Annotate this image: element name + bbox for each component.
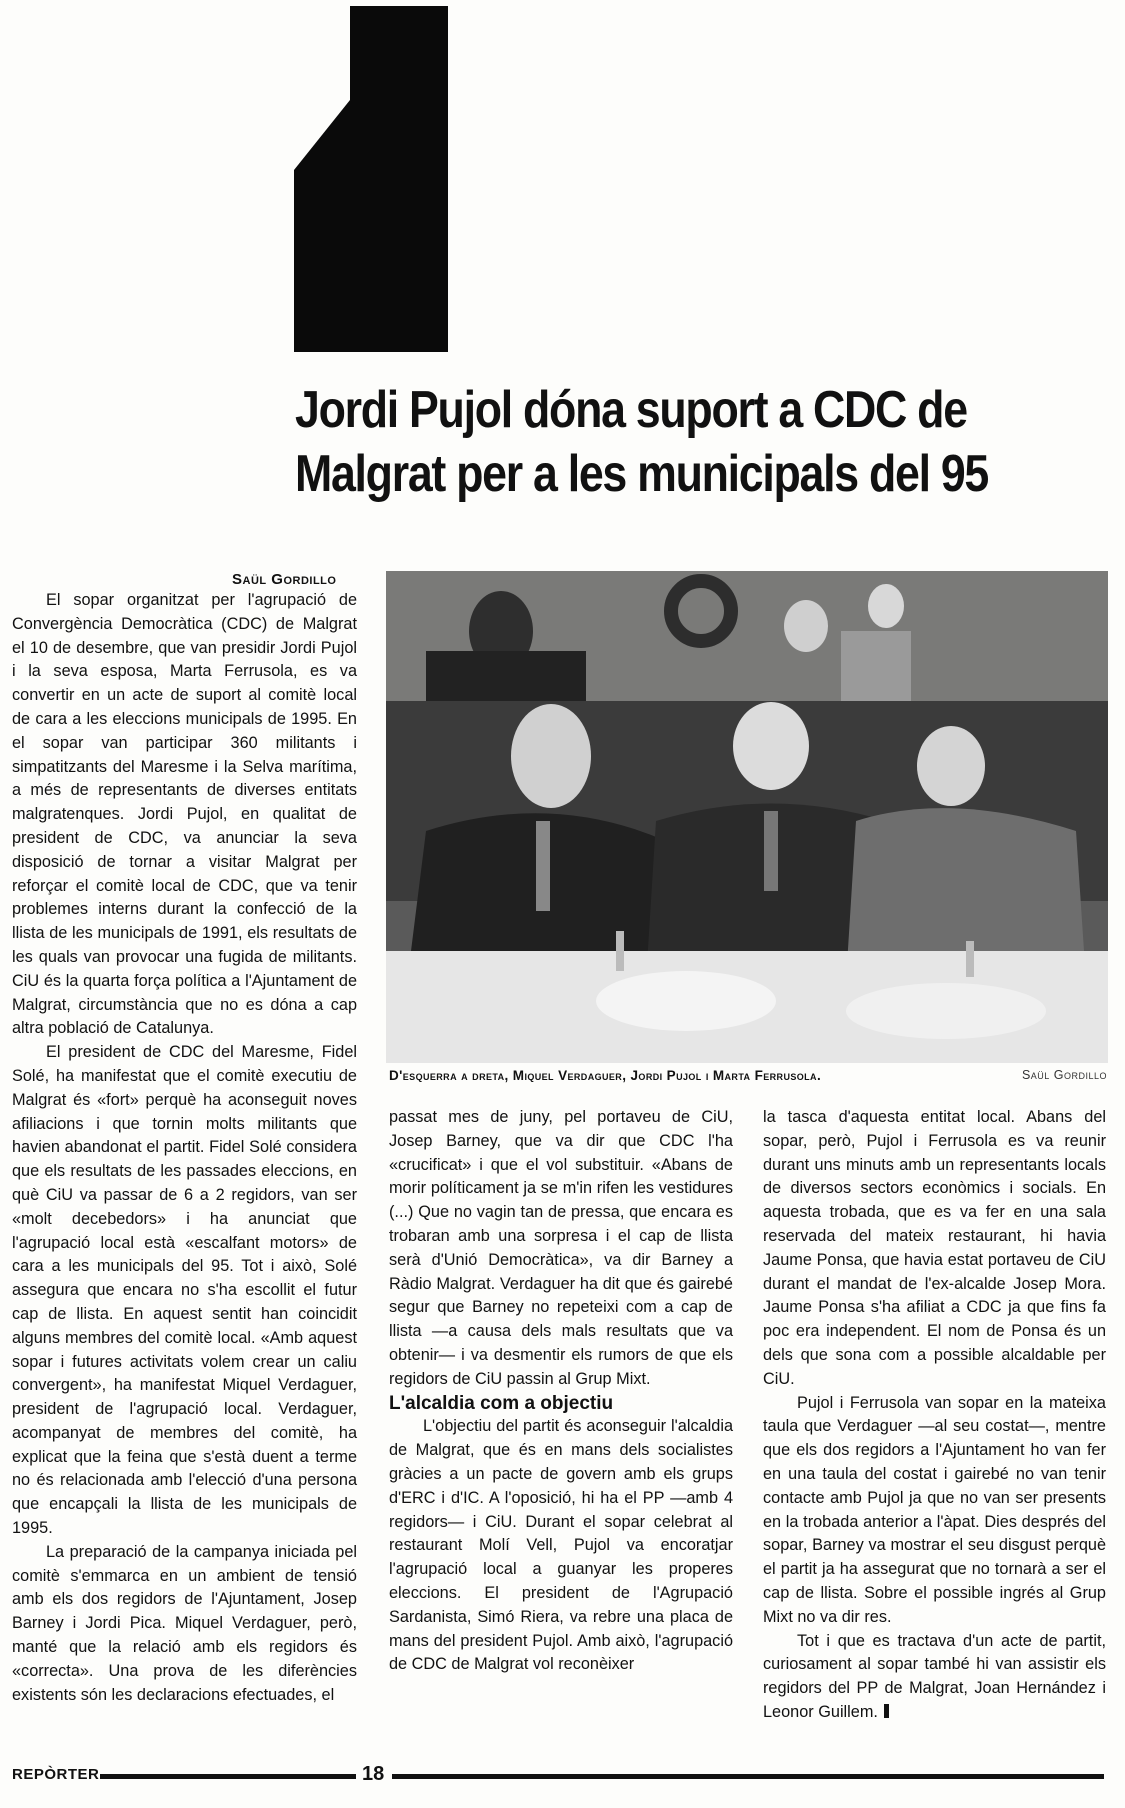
paragraph: la tasca d'aquesta entitat local. Abans del sopar, però, Pujol i Ferrusola es va reunir durant uns minuts amb un representants locals de diversos sectors econòmics i socials. En aquesta trobada, que es va fer en una sala reservada del mateix restaurant, hi havia Jaume Ponsa, que havia estat portaveu de CiU durant el mandat de l'ex-alcalde Josep Mora. Jaume Ponsa s'ha afiliat a CDC ja que fins fa poc era independent. El nom de Ponsa és un dels que sona com a possible alcaldable per CiU.	[763, 1108, 1106, 1388]
photo-caption: D'esquerra a dreta, Miquel Verdaguer, Jordi Pujol i Marta Ferrusola.	[389, 1068, 822, 1083]
logo-bar-low	[294, 170, 350, 352]
paragraph: El sopar organitzat per l'agrupació de Convergència Democràtica (CDC) de Malgrat el 10 de desembre, que van presidir Jordi Pujol i la seva esposa, Marta Ferrusola, es va convertir en un acte de suport al comitè local de cara a les eleccions municipals de 1995. En el sopar van participar 360 militants i simpatitzants del Maresme i la Selva marítima, a més de representants de diverses entitats malgratenques. Jordi Pujol, en qualitat de president de CDC, va anunciar la seva disposició de tornar a visitar Malgrat per reforçar el comitè local de CDC, que va tenir problemes interns durant la confecció de la llista de les municipals de 1991, els resultats de les quals van provocar una fugida de militants. CiU és la quarta força política a l'Ajuntament de Malgrat, circumstància que no es dóna a cap altra població de Catalunya.	[12, 591, 357, 1038]
photo-credit: Saül Gordillo	[1021, 1068, 1107, 1082]
footer-rule-right	[392, 1774, 1104, 1779]
byline: Saül Gordillo	[232, 571, 337, 588]
paragraph: L'objectiu del partit és aconseguir l'alcaldia de Malgrat, que és en mans dels socialistes gràcies a un pacte de govern amb els grups d'ERC i d'IC. A l'oposició, hi ha el PP —amb 4 regidors— i CiU. Durant el sopar celebrat al restaurant Molí Vell, Pujol va encoratjar l'agrupació local a guanyar les properes eleccions. El president de l'Agrupació Sardanista, Simó Riera, va rebre una placa de mans del president Pujol. Amb això, l'agrupació de CDC de Malgrat vol reconèixer	[389, 1417, 733, 1674]
footer-brand: REPÒRTER	[12, 1766, 100, 1783]
article-column-2	[389, 1106, 733, 1677]
paragraph: passat mes de juny, pel portaveu de CiU, Josep Barney, que va dir que CDC l'ha «crucificat» i que el vol substituir. «Abans de morir políticament ja se m'in rifen les vestidures (...) Que no vagin tan de pressa, que encara es trobaran amb una sorpresa i el cap de llista serà d'Unió Democràtica», va dir Barney a Ràdio Malgrat. Verdaguer ha dit que és gairebé segur que Barney no repeteixi com a cap de llista —a causa dels mals resultats que va obtenir— i va desmentir els rumors de que els regidors de CiU passin al Grup Mixt.	[389, 1108, 733, 1388]
footer-rule-left	[100, 1774, 356, 1779]
headline-line-1: Jordi Pujol dóna suport a CDC de	[295, 381, 967, 439]
article-column-1	[12, 589, 357, 1707]
logo-bar-tall	[350, 6, 448, 352]
subheading: L'alcaldia com a objectiu	[389, 1392, 614, 1414]
paragraph: El president de CDC del Maresme, Fidel Solé, ha manifestat que el comitè executiu de Malgrat és «fort» perquè ha aconseguit noves afiliacions i que tornin molts militants que havien abandonat el partit. Fidel Solé considera que els resultats de les passades eleccions, en què CiU va passar de 6 a 2 regidors, van ser «molt decebedors» i ha anunciat que l'agrupació local està «escalfant motors» de cara a les municipals del 95. Tot i això, Solé assegura que encara no s'ha escollit el futur cap de llista. En aquest sentit han coincidit alguns membres del comitè local. «Amb aquest sopar i futures activitats volem crear un caliu convergent», ha manifestat Miquel Verdaguer, president de l'agrupació local. Verdaguer, acompanyat de membres del comitè, ha explicat que la feina que s'està duent a terme no és relacionada amb l'elecció d'una persona que encapçali la llista de les municipals de 1995.	[12, 1043, 357, 1538]
logo-notch	[294, 100, 350, 170]
paragraph: Pujol i Ferrusola van sopar en la mateixa taula que Verdaguer —al seu costat—, mentre que els dos regidors a l'Ajuntament ho van fer en una taula del costat i gairebé no van tenir contacte amb Pujol ja que no van ser presents en la trobada anterior a l'àpat. Dies després del sopar, Barney va mostrar el seu disgust perquè el partit ja ha assegurat que no tornarà a ser el cap de llista. Sobre el possible ingrés al Grup Mixt no va dir res.	[763, 1393, 1106, 1626]
article-photo	[386, 571, 1108, 1063]
headline-line-2: Malgrat per a les municipals del 95	[295, 445, 989, 503]
headline	[295, 378, 1000, 506]
end-mark	[884, 1704, 889, 1718]
paragraph-final	[763, 1630, 1106, 1725]
paragraph: La preparació de la campanya iniciada pel comitè s'emmarca en un ambient de tensió amb els dos regidors de l'Ajuntament, Josep Barney i Jordi Pica. Miquel Verdaguer, però, manté que la relació amb els regidors és «correcta». Una prova de les diferències existents són les declaracions efectuades, el	[12, 1542, 357, 1704]
photo-illustration	[386, 571, 1108, 1063]
article-column-3	[763, 1106, 1106, 1725]
paragraph-text: Tot i que es tractava d'un acte de partit, curiosament al sopar també hi van assistir els regidors del PP de Malgrat, Joan Hernández i Leonor Guillem.	[763, 1631, 1106, 1721]
page-number: 18	[362, 1763, 385, 1785]
